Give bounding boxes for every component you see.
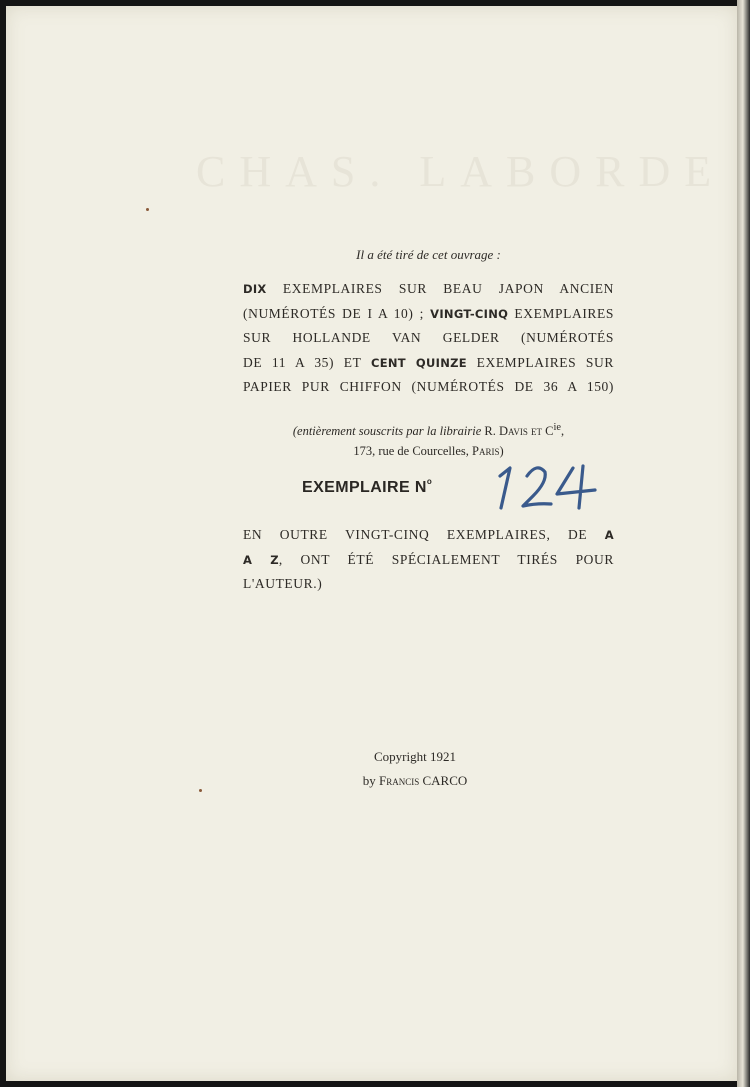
line-text: EN OUTRE VINGT-CINQ EXEMPLAIRES, DE bbox=[243, 527, 605, 542]
print-run-paragraph bbox=[243, 277, 614, 400]
page-edge bbox=[737, 0, 750, 1087]
bookseller-name-sup: ie bbox=[553, 422, 561, 433]
handwritten-copy-number bbox=[487, 456, 607, 516]
handwritten-digit-1 bbox=[500, 468, 510, 508]
subscription-note bbox=[243, 418, 614, 461]
punct: , bbox=[560, 424, 565, 439]
edition-count-dix: DIX bbox=[243, 282, 267, 296]
subscription-line-1 bbox=[243, 418, 614, 441]
line-text: SUR HOLLANDE VAN GELDER (NUMÉROTÉS bbox=[243, 330, 614, 345]
print-run-line-3 bbox=[243, 326, 614, 351]
line-text: EXEMPLAIRES SUR BEAU JAPON ANCIEN bbox=[266, 281, 614, 296]
print-run-line-1 bbox=[243, 277, 614, 302]
copy-number-text: EXEMPLAIRE N bbox=[302, 479, 427, 496]
letter-range-start: A bbox=[604, 528, 614, 542]
print-run-intro: Il a été tiré de cet ouvrage : bbox=[356, 247, 501, 262]
paper-speck bbox=[199, 789, 202, 792]
edition-count-vingt-cinq: VINGT-CINQ bbox=[430, 306, 509, 321]
paper-speck bbox=[146, 208, 149, 211]
author-last-name: CARCO bbox=[419, 773, 468, 788]
line-text: (NUMÉROTÉS DE I A 10) ; bbox=[243, 305, 431, 321]
copy-number-sup: o bbox=[426, 477, 433, 486]
letter-range-end: A Z bbox=[243, 552, 279, 567]
print-run-line-5 bbox=[243, 375, 614, 400]
handwritten-digit-2 bbox=[523, 468, 551, 506]
subscription-italic: (entièrement souscrits par la librairie bbox=[292, 424, 482, 439]
line-text: , ONT ÉTÉ SPÉCIALEMENT TIRÉS POUR bbox=[278, 551, 614, 567]
copyright-author bbox=[300, 769, 530, 793]
bookseller-name: R. Davis et C bbox=[481, 424, 554, 439]
punct: ) bbox=[499, 444, 504, 459]
bookseller-city: Paris bbox=[472, 444, 500, 459]
edition-count-cent-quinze: CENT QUINZE bbox=[370, 355, 467, 370]
print-run-line-4 bbox=[243, 351, 614, 376]
line-text: EXEMPLAIRES SUR bbox=[466, 354, 614, 370]
author-copies-line-1 bbox=[243, 523, 614, 548]
line-text: L'AUTEUR.) bbox=[243, 576, 323, 591]
copy-number-label bbox=[302, 477, 432, 497]
copyright-by: by bbox=[362, 773, 379, 788]
author-copies-line-3 bbox=[243, 572, 614, 597]
print-run-line-2 bbox=[243, 302, 614, 327]
author-copies-line-2 bbox=[243, 548, 614, 573]
copyright-notice bbox=[300, 745, 530, 793]
line-text: DE 11 A 35) ET bbox=[243, 354, 371, 370]
copyright-year: Copyright 1921 bbox=[374, 749, 456, 764]
line-text: EXEMPLAIRES bbox=[508, 305, 614, 321]
bleed-through-title: CHAS. LABORDE bbox=[196, 147, 726, 196]
bookseller-address: 173, rue de Courcelles, bbox=[353, 444, 473, 459]
author-copies-paragraph bbox=[243, 523, 614, 597]
line-text: PAPIER PUR CHIFFON (NUMÉROTÉS DE 36 A 150) bbox=[243, 379, 614, 394]
author-first-name: Francis bbox=[378, 773, 420, 788]
handwritten-digit-4 bbox=[557, 466, 595, 508]
